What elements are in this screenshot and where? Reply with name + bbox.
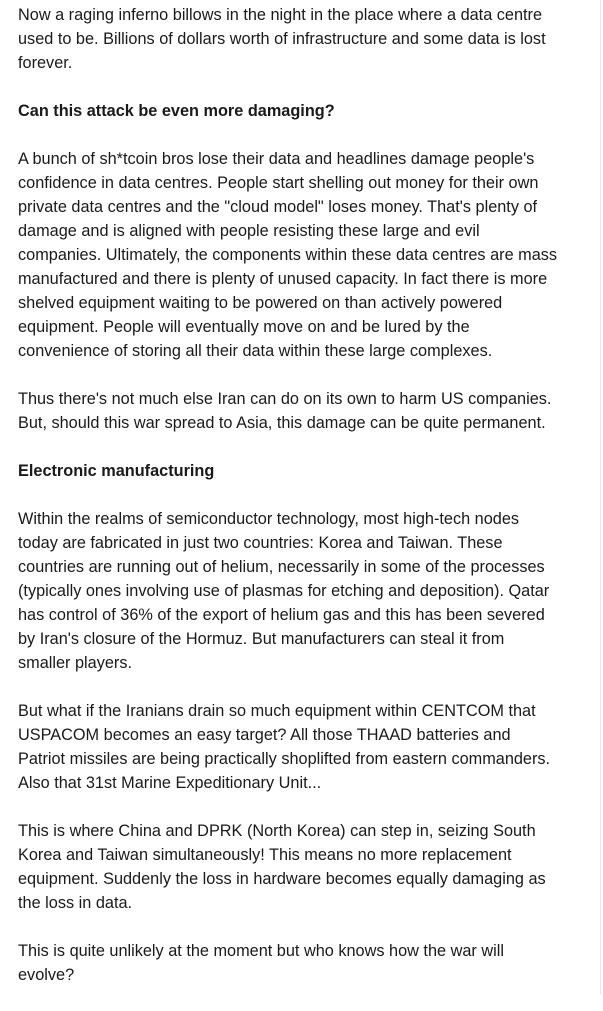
paragraph-data-centre-inferno: Now a raging inferno billows in the night in the place where a data centre used to be. Billions of dollars worth of infrastructure and some data is lost forever. — [18, 6, 546, 72]
article-body — [18, 3, 588, 1011]
paragraph-sh-tcoin-bros: A bunch of sh*tcoin bros lose their data and headlines damage people's confidence in data centres. People start shelling out money for their own private data centres and the "cloud model" loses money. That's plenty of damage and is aligned with people resisting these large and evil companies. Ultimately, the components within these data centres are mass manufactured and there is plenty of unused capacity. In fact there is more shelved equipment waiting to be powered on than actively powered equipment. People will eventually move on and be lured by the convenience of storing all their data within these large complexes. — [18, 150, 558, 360]
heading-electronic-manufacturing: Electronic manufacturing — [18, 462, 215, 480]
heading-more-damaging: Can this attack be even more damaging? — [18, 102, 335, 120]
paragraph-centcom-uspacom: But what if the Iranians drain so much equipment within CENTCOM that USPACOM becomes an easy target? All those THAAD batteries and Patriot missiles are being practically shoplifted from eastern commanders. Also that 31st Marine Expeditionary Unit... — [18, 702, 551, 792]
paragraph-war-evolve: This is quite unlikely at the moment but who knows how the war will evolve? — [18, 942, 504, 984]
paragraph-semiconductor-helium: Within the realms of semiconductor technology, most high-tech nodes today are fabricated in just two countries: Korea and Taiwan. These countries are running out of helium, necessarily in some of the processes (typically ones involving use of plasmas for etching and deposition). Qatar has control of 36% of the export of helium gas and this has been severed by Iran's closure of the Hormuz. But manufacturers can steal it from smaller players. — [18, 510, 550, 672]
paragraph-iran-alone: Thus there's not much else Iran can do on its own to harm US companies. But, should this war spread to Asia, this damage can be quite permanent. — [18, 390, 552, 432]
content-border — [600, 0, 601, 994]
paragraph-china-dprk: This is where China and DPRK (North Korea) can step in, seizing South Korea and Taiwan simultaneously! This means no more replacement equipment. Suddenly the loss in hardware becomes equally damaging as the loss in data. — [18, 822, 546, 912]
